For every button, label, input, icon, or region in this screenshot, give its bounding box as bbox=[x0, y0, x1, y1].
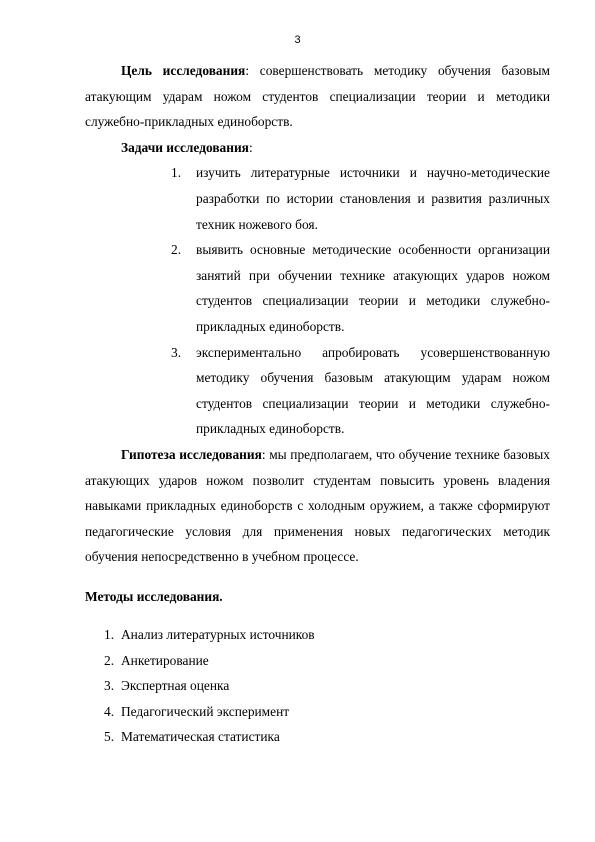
method-item bbox=[104, 673, 550, 698]
method-item bbox=[104, 699, 550, 724]
hypothesis-paragraph bbox=[85, 442, 550, 570]
task-item bbox=[171, 237, 550, 339]
task-number: 2. bbox=[171, 242, 182, 258]
method-text: Анализ литературных источников bbox=[121, 627, 315, 643]
hypothesis-label: Гипотеза исследования bbox=[121, 446, 262, 462]
task-text: изучить литературные источники и научно-методические разработки по истории становления и развития различных техник ножевого боя. bbox=[196, 165, 550, 232]
goal-label: Цель исследования bbox=[121, 63, 246, 78]
method-number: 1. bbox=[104, 627, 115, 643]
task-number: 1. bbox=[171, 165, 182, 181]
page-number: 3 bbox=[294, 34, 301, 46]
goal-text: : совершенствовать методику обучения базовым атакующим ударам ножом студентов специализации теории и методики служебно-прикладных единоборств. bbox=[85, 63, 551, 130]
task-number: 3. bbox=[171, 344, 182, 360]
method-number: 4. bbox=[104, 703, 115, 719]
goal-paragraph bbox=[85, 58, 550, 135]
tasks-list bbox=[85, 160, 550, 442]
method-text: Экспертная оценка bbox=[121, 678, 230, 694]
method-item bbox=[104, 648, 550, 673]
method-number: 2. bbox=[104, 652, 115, 668]
task-item bbox=[171, 340, 550, 442]
methods-heading bbox=[85, 584, 550, 610]
methods-list bbox=[85, 622, 550, 749]
hypothesis-text: : мы предполагаем, что обучение технике базовых атакующих ударов ножом позволит студентам повысить уровень владения навыками прикладных единоборств с холодным оружием, а также сформируют педагогические условия для применения новых педагогических методик обучения непосредственно в учебном процессе. bbox=[85, 446, 551, 565]
methods-label: Методы исследования. bbox=[85, 588, 223, 604]
method-item bbox=[104, 622, 550, 647]
task-text: выявить основные методические особенности организации занятий при обучении технике атакующих ударов ножом студентов специализации теории и методики служебно-прикладных единоборств. bbox=[196, 242, 550, 334]
method-item bbox=[104, 724, 550, 749]
method-number: 5. bbox=[104, 729, 115, 745]
method-text: Математическая статистика bbox=[121, 729, 280, 745]
task-item bbox=[171, 160, 550, 237]
method-text: Анкетирование bbox=[121, 652, 209, 668]
method-number: 3. bbox=[104, 678, 115, 694]
tasks-suffix: : bbox=[248, 139, 253, 155]
method-text: Педагогический эксперимент bbox=[121, 703, 290, 719]
document-body bbox=[85, 58, 550, 750]
task-text: экспериментально апробировать усовершенствованную методику обучения базовым атакующим ударам ножом студентов специализации теории и методики служебно-прикладных единоборств. bbox=[196, 344, 550, 437]
tasks-label: Задачи исследования bbox=[121, 139, 249, 155]
tasks-heading bbox=[85, 135, 550, 161]
